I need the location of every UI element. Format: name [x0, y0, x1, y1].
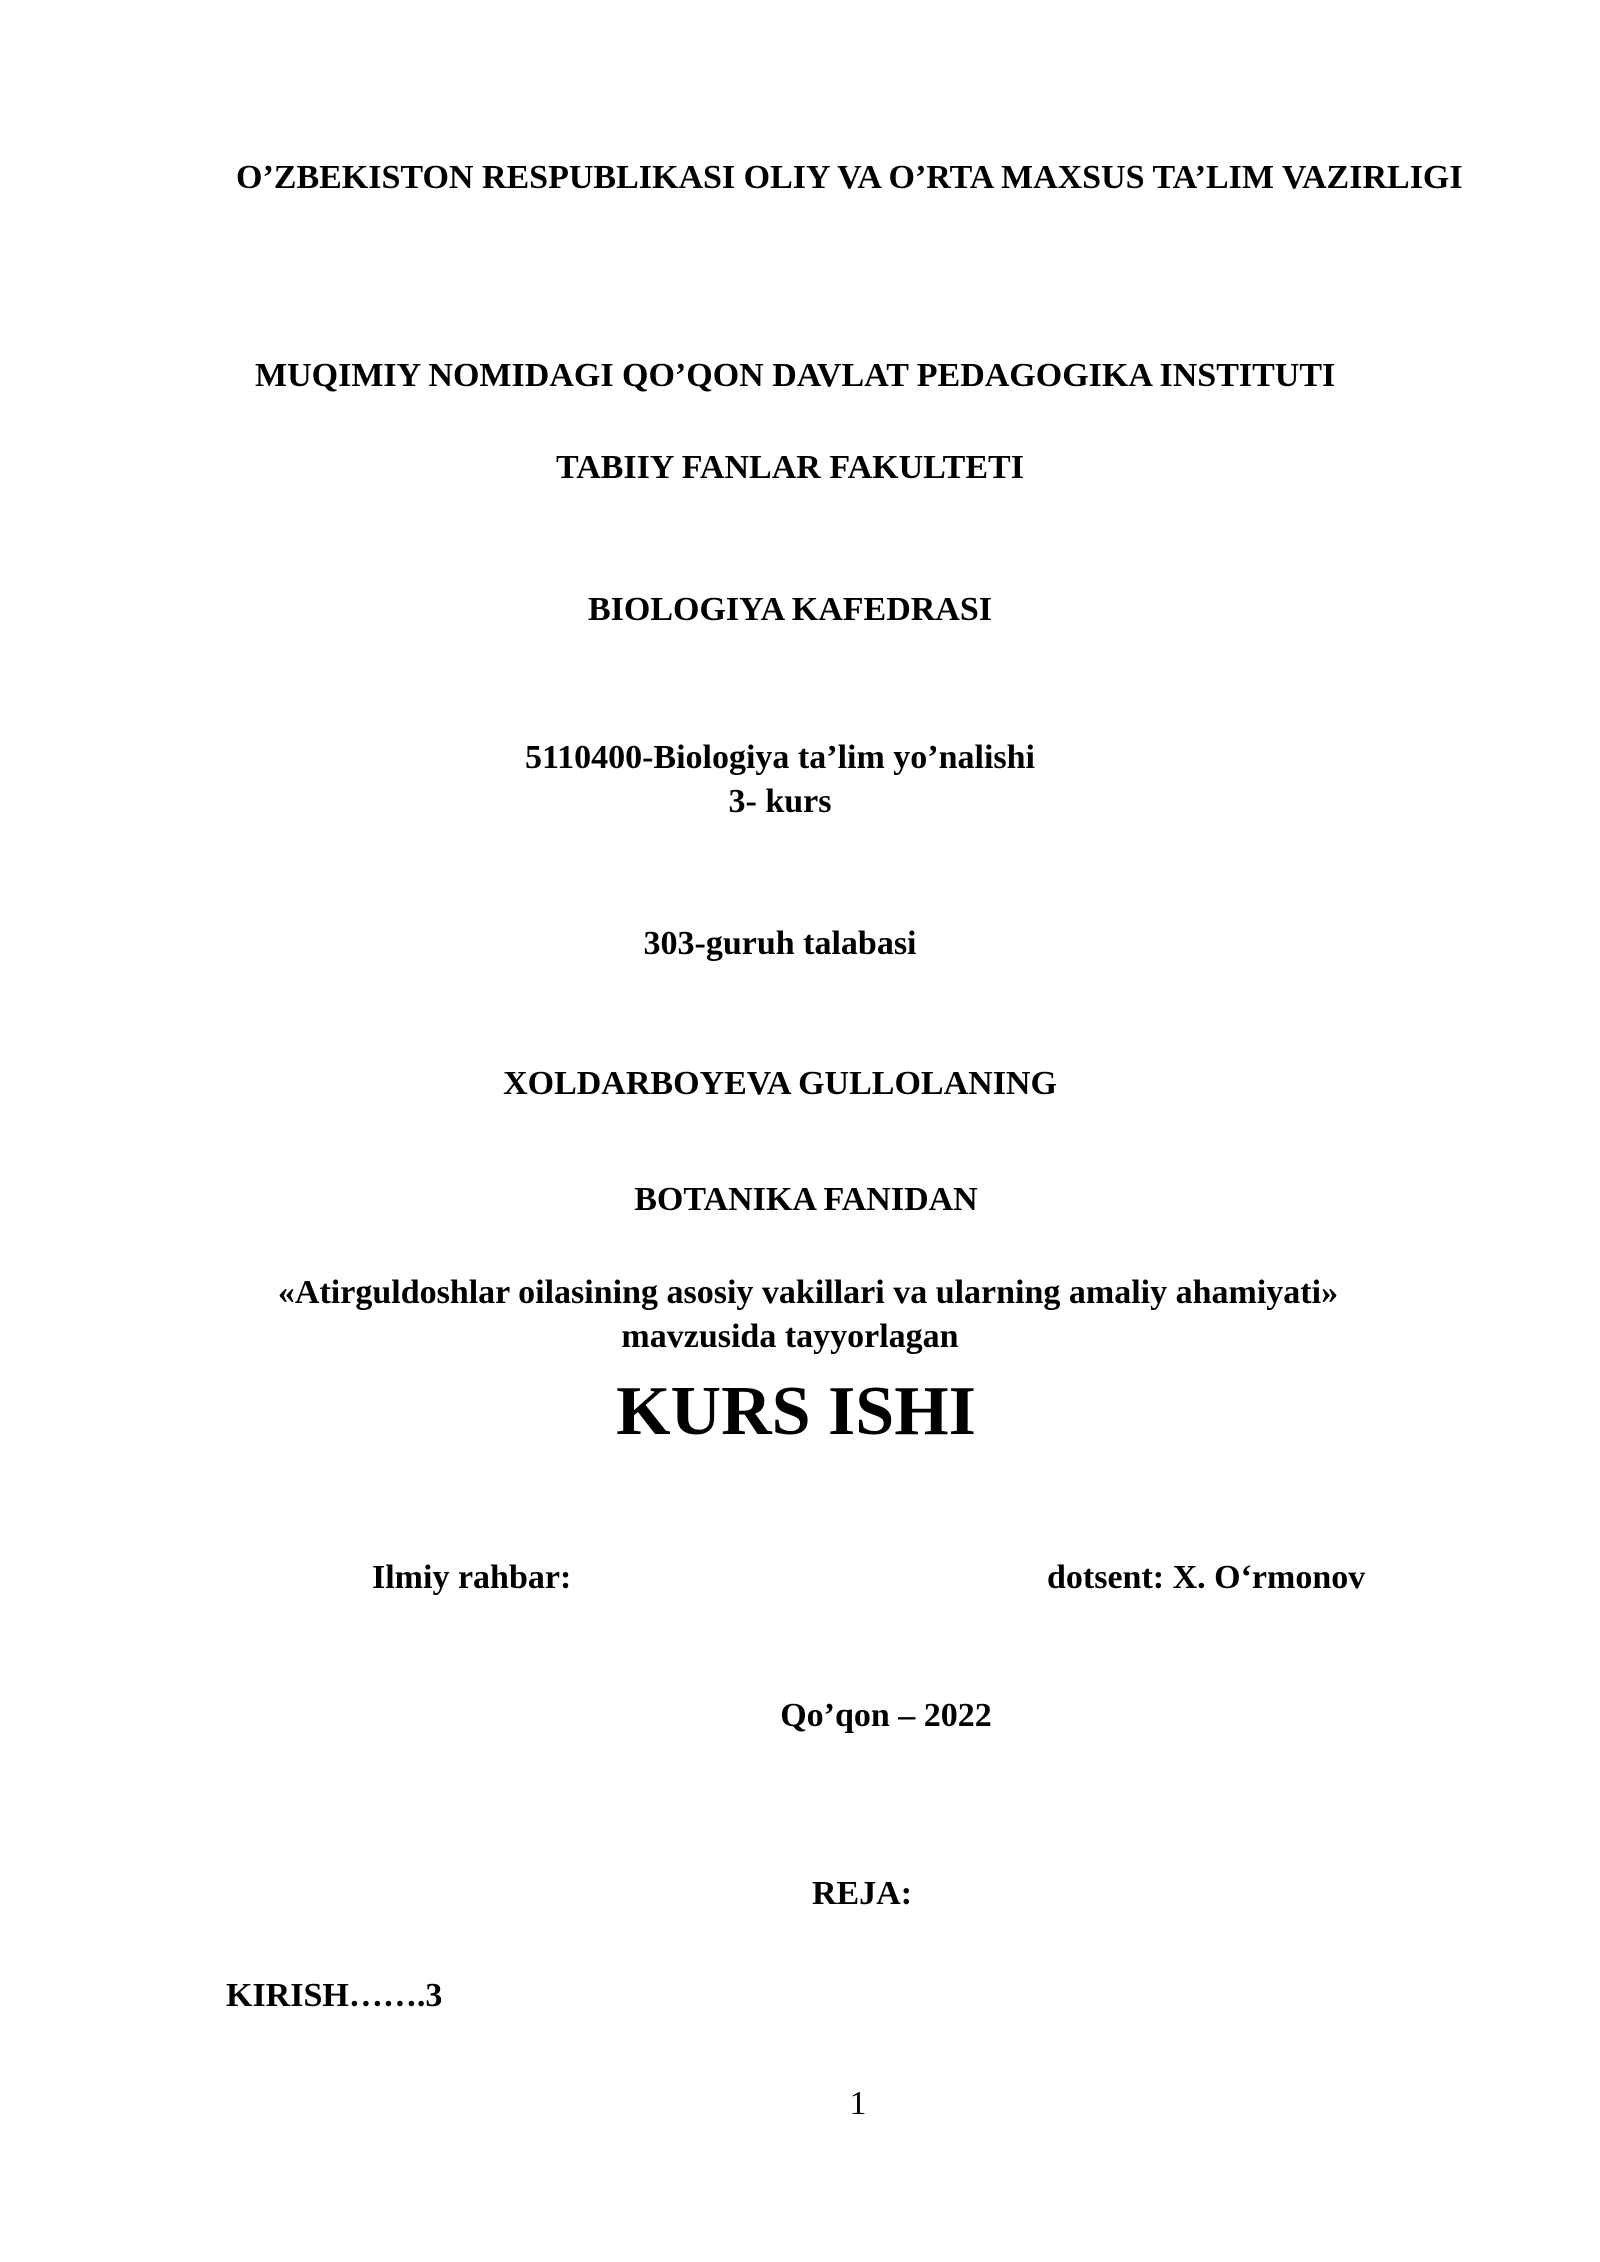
topic-title: «Atirguldoshlar oilasining asosiy vakillari va ularning amaliy ahamiyati» — [277, 1274, 1339, 1311]
toc-item-kirish: KIRISH…….3 — [226, 1977, 443, 2014]
advisor-name: dotsent: X. O‘rmonov — [1047, 1559, 1366, 1596]
page-number: 1 — [849, 2085, 867, 2122]
subject-name: BOTANIKA FANIDAN — [634, 1181, 978, 1218]
advisor-label: Ilmiy rahbar: — [372, 1559, 572, 1596]
faculty-name: TABIIY FANLAR FAKULTETI — [556, 449, 1024, 486]
prepared-label: mavzusida tayyorlagan — [621, 1318, 959, 1355]
program-name: 5110400-Biologiya ta’lim yo’nalishi — [524, 739, 1036, 776]
institute-name: MUQIMIY NOMIDAGI QO’QON DAVLAT PEDAGOGIKA INSTITUTI — [255, 357, 1336, 394]
group-label: 303-guruh talabasi — [643, 925, 917, 962]
plan-heading: REJA: — [811, 1875, 913, 1912]
ministry-title: O’ZBEKISTON RESPUBLIKASI OLIY VA O’RTA MAXSUS TA’LIM VAZIRLIGI — [236, 159, 1463, 196]
department-name: BIOLOGIYA KAFEDRASI — [587, 591, 992, 628]
city-year: Qo’qon – 2022 — [780, 1697, 992, 1734]
work-title: KURS ISHI — [616, 1373, 976, 1450]
student-name: XOLDARBOYEVA GULLOLANING — [503, 1065, 1057, 1102]
course-year: 3- kurs — [728, 783, 832, 820]
